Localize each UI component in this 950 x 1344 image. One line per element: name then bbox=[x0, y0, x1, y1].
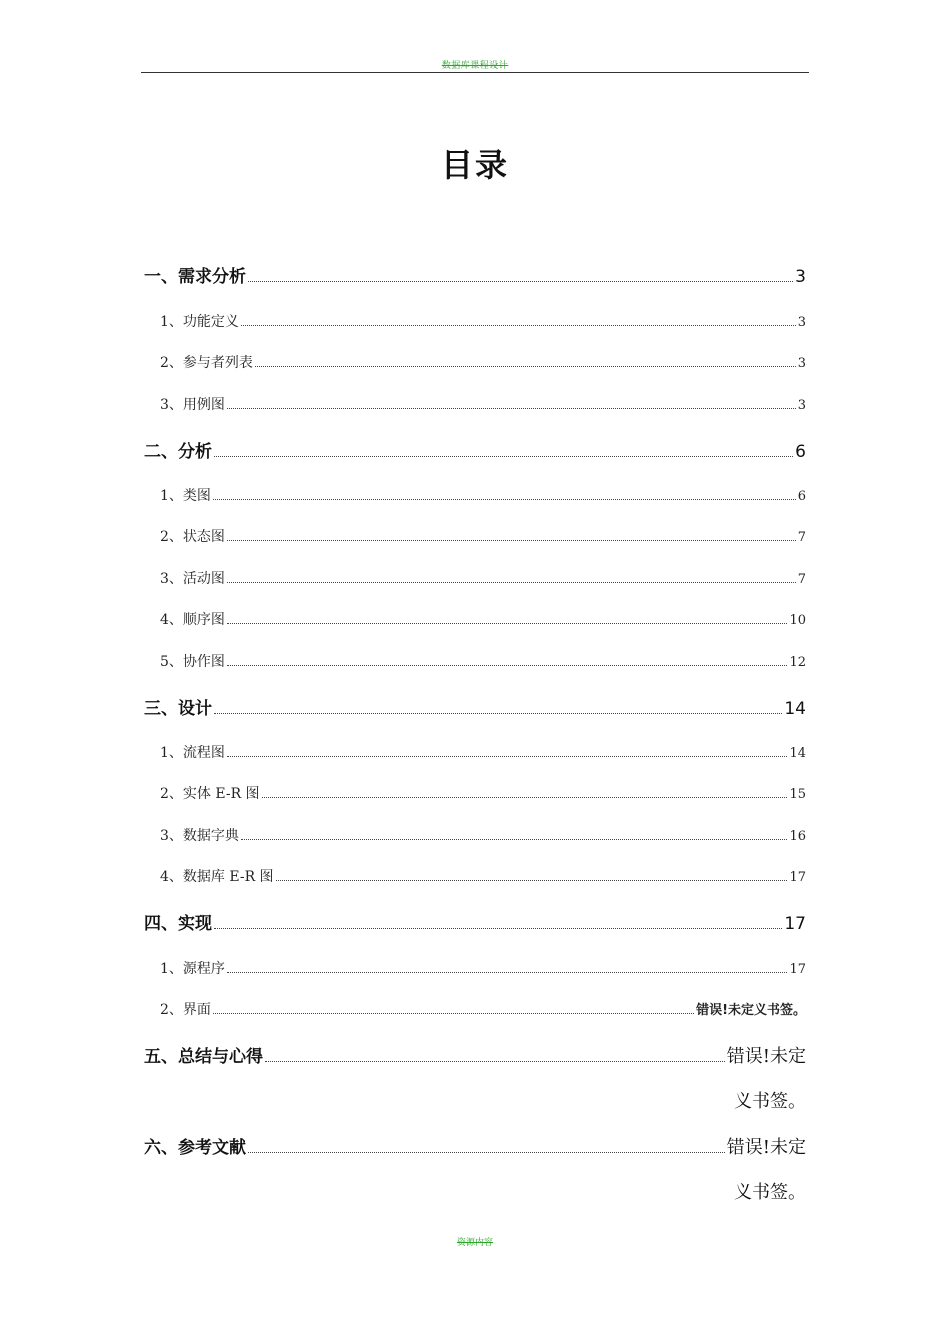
toc-leader bbox=[227, 748, 788, 757]
toc-label: 4、顺序图 bbox=[160, 612, 225, 628]
toc-page-number: 14 bbox=[789, 746, 806, 761]
toc-page-number: 3 bbox=[797, 398, 806, 413]
toc-leader bbox=[255, 358, 796, 367]
toc-entry-requirements[interactable] bbox=[144, 262, 806, 287]
toc-leader bbox=[241, 831, 788, 840]
toc-page-number-error: 错误!未定义书签。 bbox=[696, 1003, 806, 1018]
toc-entry-use-case-diagram[interactable] bbox=[144, 394, 806, 414]
toc-page-number: 12 bbox=[789, 655, 806, 670]
toc-page-number: 15 bbox=[789, 787, 806, 802]
toc-entry-function-definition[interactable] bbox=[144, 311, 806, 331]
toc-label: 二、分析 bbox=[144, 442, 212, 462]
toc-page-number: 10 bbox=[789, 613, 806, 628]
page-footer: 资源内容 bbox=[456, 1238, 493, 1248]
page-title: 目录 bbox=[440, 146, 509, 184]
toc-entry-state-diagram[interactable] bbox=[144, 526, 806, 546]
toc-leader bbox=[276, 872, 788, 881]
toc-label: 3、数据字典 bbox=[160, 828, 239, 844]
toc-entry-actor-list[interactable] bbox=[144, 352, 806, 372]
toc-entry-entity-er-diagram[interactable] bbox=[144, 783, 806, 803]
toc-entry-interface[interactable] bbox=[144, 999, 806, 1019]
toc-page-number-error: 错误!未定 bbox=[726, 1046, 806, 1067]
toc-label: 3、用例图 bbox=[160, 397, 225, 413]
toc-entry-design[interactable] bbox=[144, 694, 806, 719]
toc-entry-class-diagram[interactable] bbox=[144, 485, 806, 505]
toc-page-number: 14 bbox=[784, 699, 806, 719]
toc-leader bbox=[241, 317, 796, 326]
toc-leader bbox=[227, 400, 796, 409]
toc-entry-flowchart[interactable] bbox=[144, 742, 806, 762]
toc-page-number: 7 bbox=[797, 572, 806, 587]
toc-leader bbox=[213, 491, 796, 500]
toc-leader bbox=[214, 919, 782, 929]
toc-entry-analysis[interactable] bbox=[144, 437, 806, 462]
toc-label: 2、界面 bbox=[160, 1002, 211, 1018]
toc-page-number: 17 bbox=[789, 870, 806, 885]
toc-page-number: 17 bbox=[789, 962, 806, 977]
toc-leader bbox=[227, 574, 796, 583]
toc-leader bbox=[214, 704, 782, 714]
toc-leader bbox=[248, 272, 793, 282]
toc-label: 三、设计 bbox=[144, 699, 212, 719]
toc-entry-data-dictionary[interactable] bbox=[144, 825, 806, 845]
toc-entry-activity-diagram[interactable] bbox=[144, 568, 806, 588]
toc-entry-source-code[interactable] bbox=[144, 958, 806, 978]
toc-label: 4、数据库 E-R 图 bbox=[160, 869, 274, 885]
page-header: 数据库课程设计 bbox=[441, 61, 509, 71]
toc-page-number: 6 bbox=[795, 442, 806, 462]
toc-page-number: 3 bbox=[795, 267, 806, 287]
toc-label: 1、类图 bbox=[160, 488, 211, 504]
toc-entry-collaboration-diagram[interactable] bbox=[144, 651, 806, 671]
toc-entry-sequence-diagram[interactable] bbox=[144, 609, 806, 629]
toc-page-number: 3 bbox=[797, 315, 806, 330]
toc-label: 一、需求分析 bbox=[144, 267, 246, 287]
toc-label: 2、状态图 bbox=[160, 529, 225, 545]
toc-label: 5、协作图 bbox=[160, 654, 225, 670]
toc-label: 2、参与者列表 bbox=[160, 355, 253, 371]
toc-leader bbox=[227, 532, 796, 541]
toc-label: 五、总结与心得 bbox=[144, 1047, 263, 1067]
toc-page-number-error: 错误!未定 bbox=[726, 1137, 806, 1158]
toc-label: 1、功能定义 bbox=[160, 314, 239, 330]
toc-page-number: 6 bbox=[797, 489, 806, 504]
toc-label: 1、流程图 bbox=[160, 745, 225, 761]
toc-leader bbox=[214, 447, 793, 457]
toc-leader bbox=[213, 1005, 694, 1014]
toc-entry-references[interactable] bbox=[144, 1133, 806, 1159]
toc-label: 1、源程序 bbox=[160, 961, 225, 977]
toc-entry-database-er-diagram[interactable] bbox=[144, 866, 806, 886]
toc-leader bbox=[227, 615, 788, 624]
toc-page-number: 17 bbox=[784, 914, 806, 934]
toc-leader bbox=[262, 789, 788, 798]
toc-label: 2、实体 E-R 图 bbox=[160, 786, 260, 802]
toc-entry-summary[interactable] bbox=[144, 1042, 806, 1068]
toc-label: 3、活动图 bbox=[160, 571, 225, 587]
toc-label: 六、参考文献 bbox=[144, 1138, 246, 1158]
toc-entry-implementation[interactable] bbox=[144, 909, 806, 934]
toc-leader bbox=[248, 1143, 725, 1153]
toc-page-number: 3 bbox=[797, 356, 806, 371]
toc-label: 四、实现 bbox=[144, 914, 212, 934]
toc-leader bbox=[265, 1052, 725, 1062]
toc-page-number: 16 bbox=[789, 829, 806, 844]
toc-leader bbox=[227, 657, 788, 666]
toc-error-continuation: 义书签。 bbox=[734, 1091, 806, 1112]
header-rule bbox=[141, 72, 809, 73]
toc-page-number: 7 bbox=[797, 530, 806, 545]
toc-leader bbox=[227, 964, 788, 973]
toc-error-continuation: 义书签。 bbox=[734, 1182, 806, 1203]
